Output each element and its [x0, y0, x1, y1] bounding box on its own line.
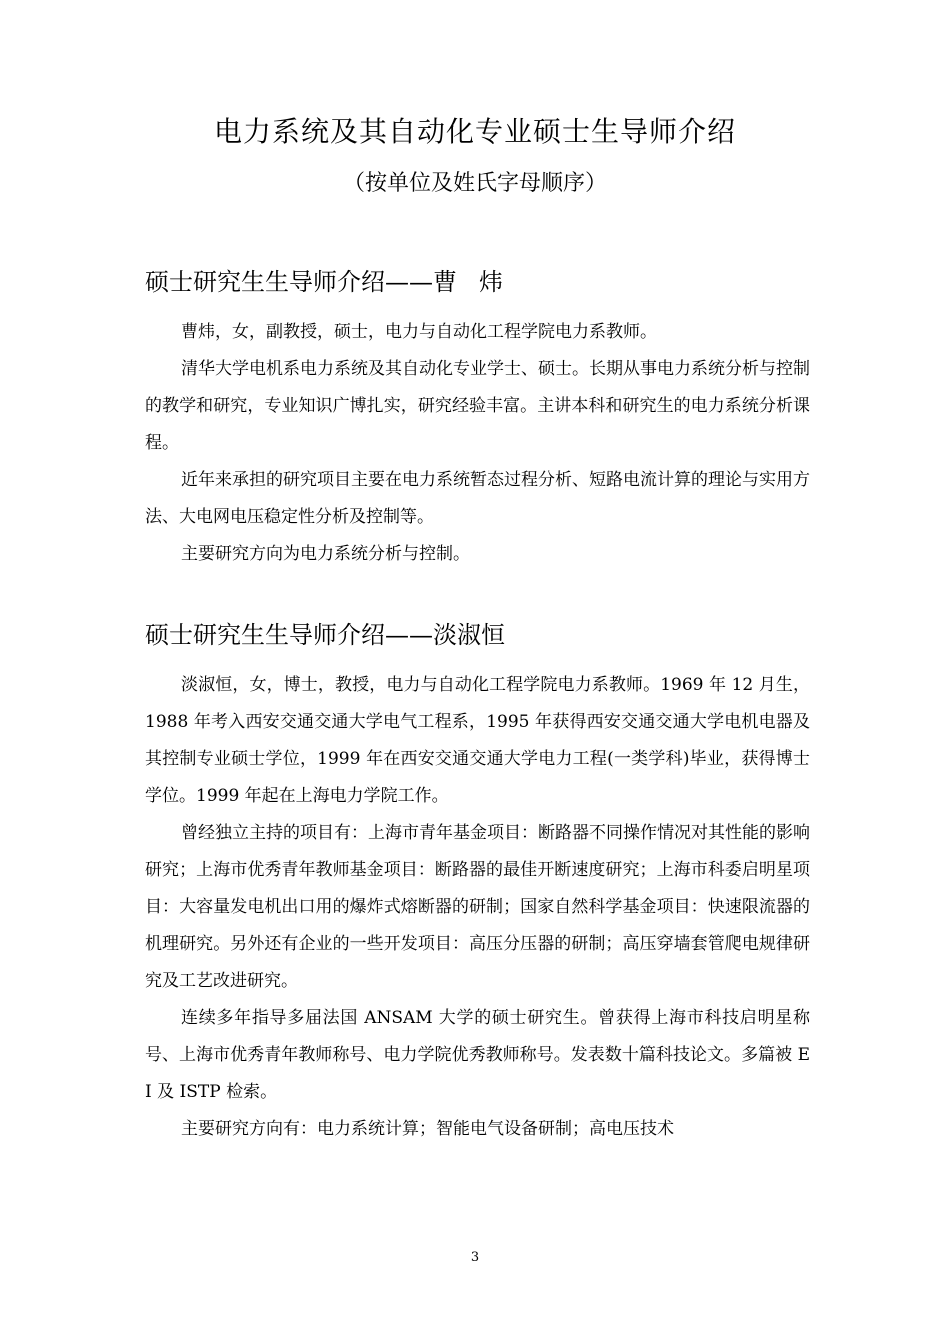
paragraph: 主要研究方向为电力系统分析与控制。: [181, 544, 470, 564]
paragraph: 曹炜，女，副教授，硕士，电力与自动化工程学院电力系教师。: [181, 322, 657, 342]
section-heading: [145, 262, 810, 302]
document-subtitle: （按单位及姓氏字母顺序）: [342, 171, 607, 196]
advisor-section-cao-wei: [145, 262, 810, 573]
paragraph: 淡淑恒，女，博士，教授，电力与自动化工程学院电力系教师。1969 年 12 月生，1988 年考入西安交通交通大学电气工程系，1995 年获得西安交通交通大学电机电器及其控制专业硕士学位，1999 年在西安交通交通大学电力工程(一类学科)毕业，获得博士学位。1999 年起在上海电力学院工作。: [145, 675, 810, 806]
document-title: 电力系统及其自动化专业硕士生导师介绍: [213, 115, 736, 148]
paragraph: 连续多年指导多届法国 ANSAM 大学的硕士研究生。曾获得上海市科技启明星称号、上海市优秀青年教师称号、电力学院优秀教师称号。发表数十篇科技论文。多篇被 EI 及 ISTP 检索。: [145, 1008, 810, 1102]
paragraph: 近年来承担的研究项目主要在电力系统暂态过程分析、短路电流计算的理论与实用方法、大电网电压稳定性分析及控制等。: [145, 470, 810, 527]
advisor-section-dan-shuheng: [145, 615, 810, 1148]
paragraph: 清华大学电机系电力系统及其自动化专业学士、硕士。长期从事电力系统分析与控制的教学和研究，专业知识广博扎实，研究经验丰富。主讲本科和研究生的电力系统分析课程。: [145, 359, 810, 453]
section-heading-suffix: 炜: [479, 268, 503, 296]
paragraph: 曾经独立主持的项目有：上海市青年基金项目：断路器不同操作情况对其性能的影响研究；上海市优秀青年教师基金项目：断路器的最佳开断速度研究；上海市科委启明星项目：大容量发电机出口用的爆炸式熔断器的研制；国家自然科学基金项目：快速限流器的机理研究。另外还有企业的一些开发项目：高压分压器的研制；高压穿墙套管爬电规律研究及工艺改进研究。: [145, 823, 810, 991]
paragraph: 主要研究方向有：电力系统计算；智能电气设备研制；高电压技术: [181, 1119, 674, 1139]
page-number: 3: [470, 1250, 480, 1265]
section-heading: 硕士研究生生导师介绍——淡淑恒: [145, 621, 505, 649]
section-heading-prefix: 硕士研究生生导师介绍——曹: [145, 268, 457, 296]
